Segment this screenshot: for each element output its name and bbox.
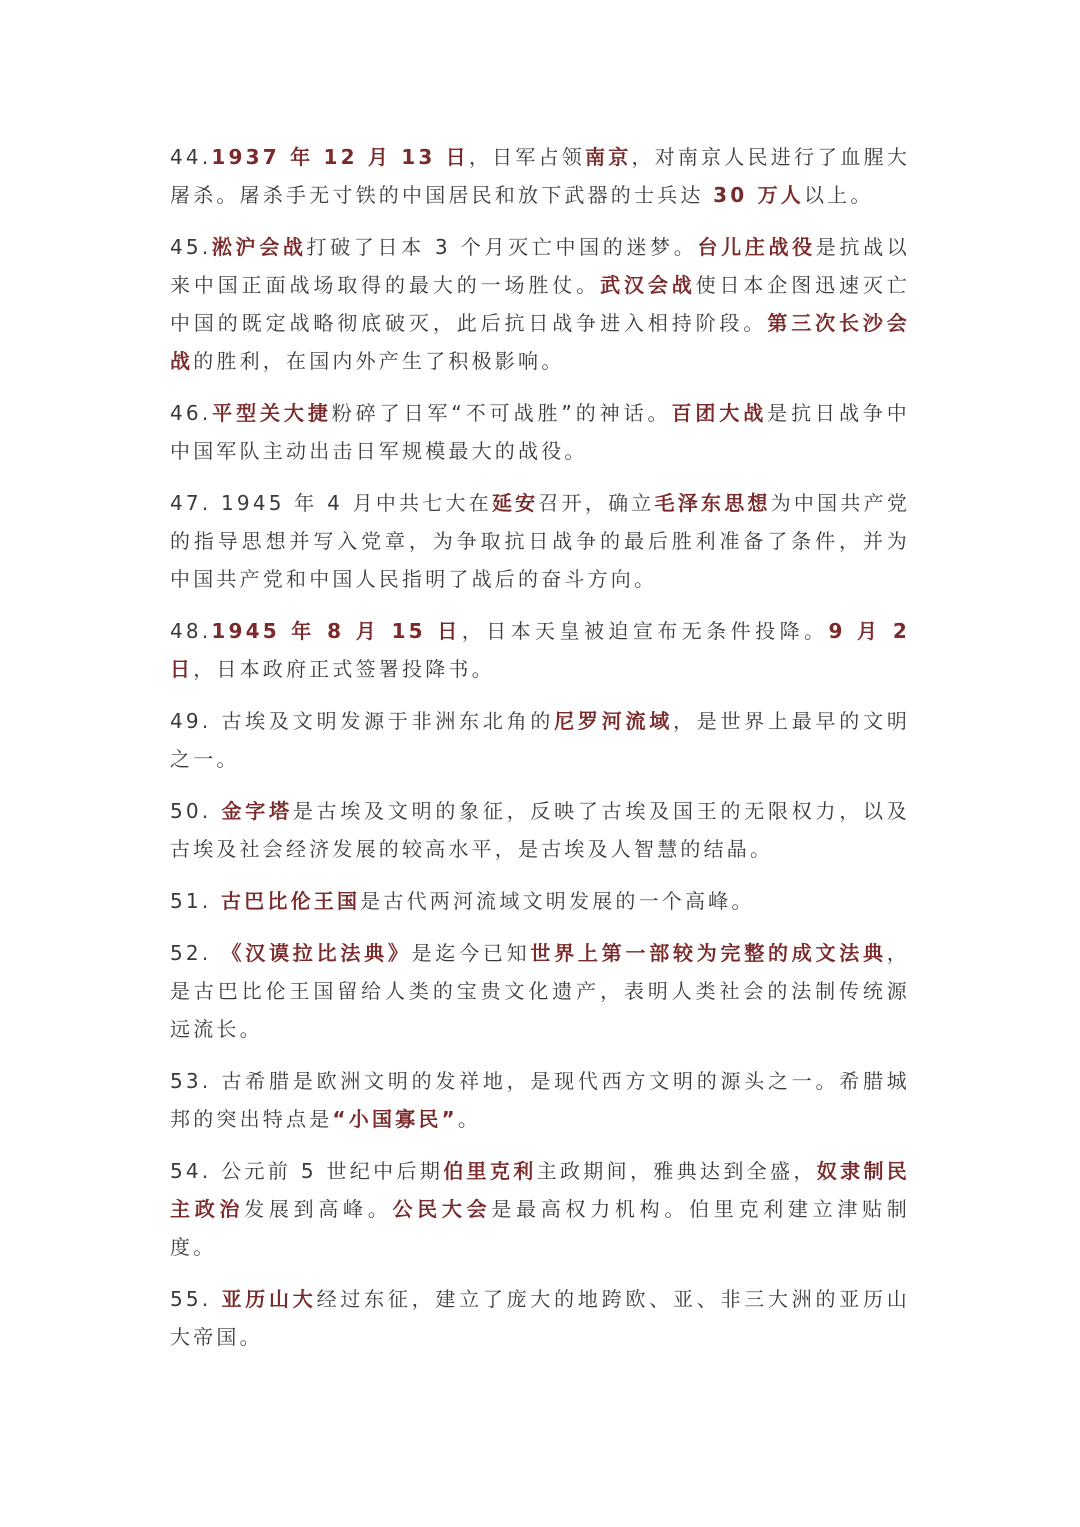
list-item [170,1280,910,1356]
highlighted-term: 亚历山大 [221,1287,317,1311]
highlighted-term: 30 万人 [713,183,804,207]
text-segment: 是抗战以来中国正面战场取得的最大的一场胜仗。 [170,235,910,297]
text-segment: 44. [170,145,212,169]
list-item [170,612,910,688]
list-item [170,1062,910,1138]
highlighted-term: 南京 [585,145,632,169]
highlighted-term: 淞沪会战 [211,235,307,259]
text-segment: ，日本天皇被迫宣布无条件投降。 [461,619,829,643]
highlighted-term: 奴隶制民主政治 [170,1159,910,1221]
highlighted-term: 毛泽东思想 [654,491,771,515]
highlighted-term: 金字塔 [221,799,293,823]
highlighted-term: 尼罗河流域 [554,709,673,733]
text-segment: 为中国共产党的指导思想并写入党章，为争取抗日战争的最后胜利准备了条件，并为中国共产党和中国人民指明了战后的奋斗方向。 [170,491,911,591]
highlighted-term: 《汉谟拉比法典》 [221,941,412,965]
highlighted-term: 武汉会战 [600,273,696,297]
text-segment: 55. [170,1287,222,1311]
text-segment: 使日本企图迅速灭亡中国的既定战略彻底破灭，此后抗日战争进入相持阶段。 [170,273,910,335]
list-item [170,1152,910,1266]
text-segment: 是古埃及文明的象征，反映了古埃及国王的无限权力，以及古埃及社会经济发展的较高水平，是古埃及人智慧的结晶。 [170,799,910,861]
highlighted-term: 第三次长沙会战 [170,311,911,373]
text-segment: 以上。 [803,183,874,207]
highlighted-term: 9 月 2 日 [170,619,911,681]
list-item [170,934,910,1048]
text-segment: 52. [170,941,222,965]
text-segment: 是迄今已知 [411,941,531,965]
text-segment: 53. 古希腊是欧洲文明的发祥地，是现代西方文明的源头之一。希腊城邦的突出特点是 [170,1069,910,1131]
text-segment: 的胜利，在国内外产生了积极影响。 [193,349,565,373]
text-segment: ，对南京人民进行了血腥大屠杀。屠杀手无寸铁的中国居民和放下武器的士兵达 [170,145,911,207]
list-item [170,882,910,920]
highlighted-term: 延安 [491,491,539,515]
text-segment: 。 [457,1107,482,1131]
list-item [170,138,910,214]
highlighted-term: 公民大会 [392,1197,492,1221]
text-segment: ，日军占领 [468,145,585,169]
text-segment: 打破了日本 3 个月灭亡中国的迷梦。 [306,235,698,259]
text-segment: 是最高权力机构。伯里克利建立津贴制度。 [170,1197,910,1259]
text-segment: 54. 公元前 5 世纪中后期 [170,1159,444,1183]
text-segment: ，是世界上最早的文明之一。 [170,709,911,771]
text-segment: 主政期间，雅典达到全盛， [536,1159,817,1183]
highlighted-term: 平型关大捷 [211,401,332,425]
document-body [170,138,910,1370]
text-segment: 召开，确立 [538,491,655,515]
highlighted-term: 台儿庄战役 [697,235,816,259]
list-item [170,702,910,778]
highlighted-term: 百团大战 [671,401,768,425]
text-segment: 50. [170,799,222,823]
text-segment: 46. [170,401,212,425]
list-item [170,484,910,598]
highlighted-term: 世界上第一部较为完整的成文法典 [530,941,887,965]
list-item [170,228,910,380]
text-segment: 47. 1945 年 4 月中共七大在 [170,491,492,515]
text-segment: 经过东征，建立了庞大的地跨欧、亚、非三大洲的亚历山大帝国。 [170,1287,911,1349]
highlighted-term: 古巴比伦王国 [220,889,361,913]
text-segment: ，是古巴比伦王国留给人类的宝贵文化遗产，表明人类社会的法制传统源远流长。 [170,941,910,1041]
text-segment: 是抗日战争中中国军队主动出击日军规模最大的战役。 [170,401,910,463]
text-segment: 发展到高峰。 [244,1197,393,1221]
highlighted-term: 1937 年 12 月 13 日 [211,145,469,169]
text-segment: 粉碎了日军“不可战胜”的神话。 [331,401,672,425]
list-item [170,792,910,868]
list-item [170,394,910,470]
highlighted-term: 伯里克利 [443,1159,537,1183]
text-segment: 49. 古埃及文明发源于非洲东北角的 [170,709,555,733]
highlighted-term: 1945 年 8 月 15 日 [211,619,462,643]
text-segment: 是古代两河流域文明发展的一个高峰。 [360,889,755,913]
text-segment: 51. [170,889,221,913]
text-segment: ，日本政府正式签署投降书。 [193,657,495,681]
text-segment: 48. [170,619,212,643]
highlighted-term: “小国寡民” [332,1107,458,1131]
text-segment: 45. [170,235,212,259]
